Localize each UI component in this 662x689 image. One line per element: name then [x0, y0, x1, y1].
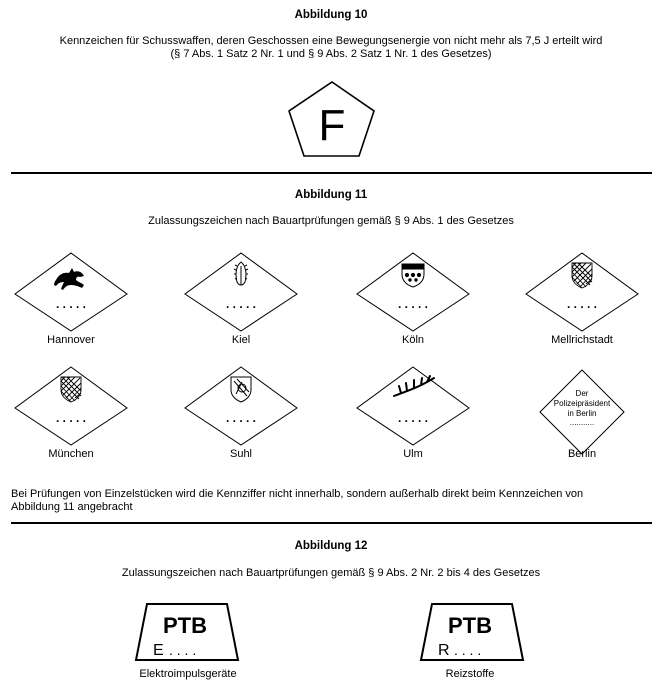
- diamond-outline: [185, 367, 297, 445]
- diamond-outline: [357, 367, 469, 445]
- fig11-note-line1: Bei Prüfungen von Einzelstücken wird die Kennziffer nicht innerhalb, sondern außerhalb direkt beim Kennzeichen von: [11, 488, 584, 500]
- ptb-dots: . . . .: [454, 642, 482, 658]
- ptb-text: PTB: [448, 613, 492, 638]
- label-koeln: Köln: [401, 334, 425, 346]
- label-muenchen: München: [48, 448, 94, 460]
- berlin-text-line3: in Berlin: [567, 409, 597, 418]
- mark-berlin: [539, 369, 625, 455]
- fig11-caption: Zulassungszeichen nach Bauartprüfungen gemäß § 9 Abs. 1 des Gesetzes: [148, 215, 514, 227]
- kennziffer-dots: . . . . .: [397, 411, 429, 425]
- berlin-dots: ...........: [569, 418, 595, 427]
- diamond-outline: [15, 253, 127, 331]
- fig10-caption-line2: (§ 7 Abs. 1 Satz 2 Nr. 1 und § 9 Abs. 2 Satz 1 Nr. 1 des Gesetzes): [170, 48, 492, 60]
- label-elektroimpulsgeraete: Elektroimpulsgeräte: [139, 668, 237, 680]
- label-ulm: Ulm: [403, 448, 423, 460]
- fig10-caption-line1: Kennzeichen für Schusswaffen, deren Geschossen eine Bewegungsenergie von nicht mehr als 7,5 J erteilt wird: [59, 35, 603, 47]
- fig11-note-line2: Abbildung 11 angebracht: [11, 501, 133, 513]
- kennziffer-dots: . . . . .: [225, 297, 257, 311]
- separator-2: [11, 522, 652, 524]
- ptb-letter: R: [438, 642, 450, 659]
- mark-muenchen: [14, 366, 128, 446]
- ptb-letter: E: [153, 642, 164, 659]
- fig12-caption: Zulassungszeichen nach Bauartprüfungen gemäß § 9 Abs. 2 Nr. 2 bis 4 des Gesetzes: [121, 567, 541, 579]
- mark-kiel: [184, 252, 298, 332]
- fig10-title: Abbildung 10: [294, 9, 368, 21]
- mark-ulm: [356, 366, 470, 446]
- berlin-text-line2: Polizeipräsident: [553, 399, 611, 408]
- diamond-outline: [185, 253, 297, 331]
- separator-1: [11, 172, 652, 174]
- diamond-outline: [15, 367, 127, 445]
- mark-suhl: [184, 366, 298, 446]
- mark-mellrichstadt: [525, 252, 639, 332]
- kennziffer-dots: . . . . .: [225, 411, 257, 425]
- berlin-text-line1: Der: [575, 389, 589, 398]
- fig11-title: Abbildung 11: [294, 189, 368, 201]
- mark-koeln: [356, 252, 470, 332]
- kennziffer-dots: . . . . .: [55, 297, 87, 311]
- pentagon-f-mark: [286, 80, 378, 158]
- ptb-text: PTB: [163, 613, 207, 638]
- label-reizstoffe: Reizstoffe: [445, 668, 495, 680]
- ptb-mark-elektroimpulsgeraete: [135, 603, 239, 661]
- kennziffer-dots: . . . . .: [55, 411, 87, 425]
- diamond-outline: [526, 253, 638, 331]
- label-berlin: Berlin: [567, 448, 597, 460]
- fig12-title: Abbildung 12: [294, 540, 368, 552]
- ptb-dots: . . . .: [169, 642, 197, 658]
- mark-hannover: [14, 252, 128, 332]
- label-mellrichstadt: Mellrichstadt: [551, 334, 613, 346]
- ptb-mark-reizstoffe: [420, 603, 524, 661]
- label-hannover: Hannover: [47, 334, 95, 346]
- label-suhl: Suhl: [229, 448, 253, 460]
- label-kiel: Kiel: [231, 334, 251, 346]
- kennziffer-dots: . . . . .: [397, 297, 429, 311]
- pentagon-letter: F: [318, 101, 346, 150]
- kennziffer-dots: . . . . .: [566, 297, 598, 311]
